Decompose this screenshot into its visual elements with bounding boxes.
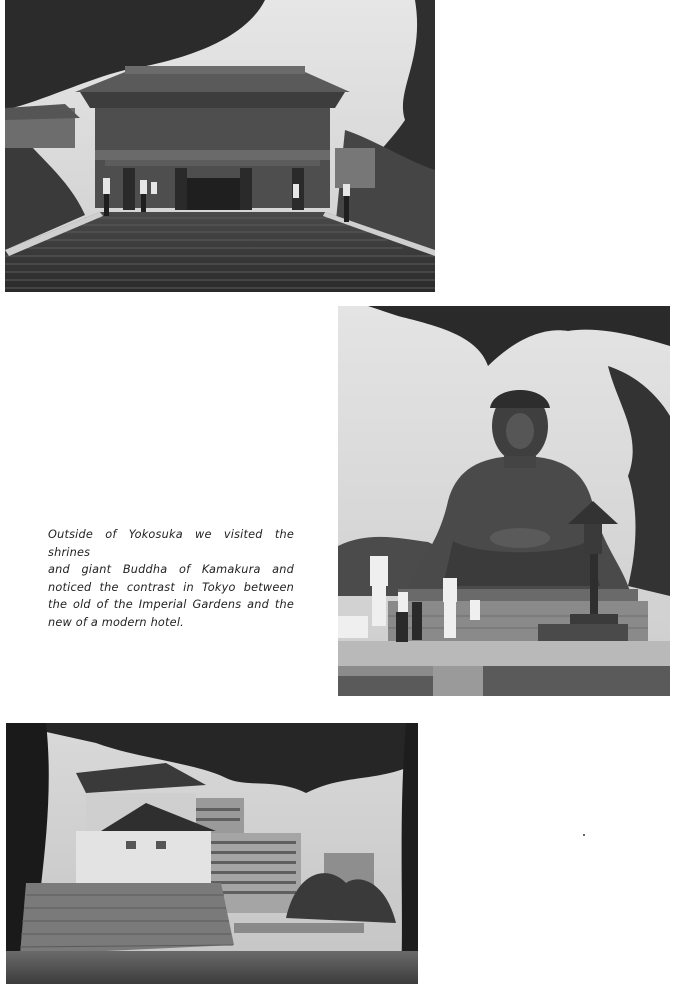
caption-line: Outside of Yokosuka we visited the shrines xyxy=(48,528,294,559)
photo-caption xyxy=(48,526,294,632)
great-buddha-photo xyxy=(338,306,670,696)
caption-line: the old of the Imperial Gardens and the xyxy=(48,598,294,612)
shrine-gate-photo xyxy=(5,0,435,292)
page-speck xyxy=(583,834,585,836)
imperial-palace-photo xyxy=(6,723,418,984)
caption-line: and giant Buddha of Kamakura and xyxy=(48,563,294,577)
caption-line: noticed the contrast in Tokyo between xyxy=(48,580,294,594)
caption-line: new of a modern hotel. xyxy=(48,615,184,629)
